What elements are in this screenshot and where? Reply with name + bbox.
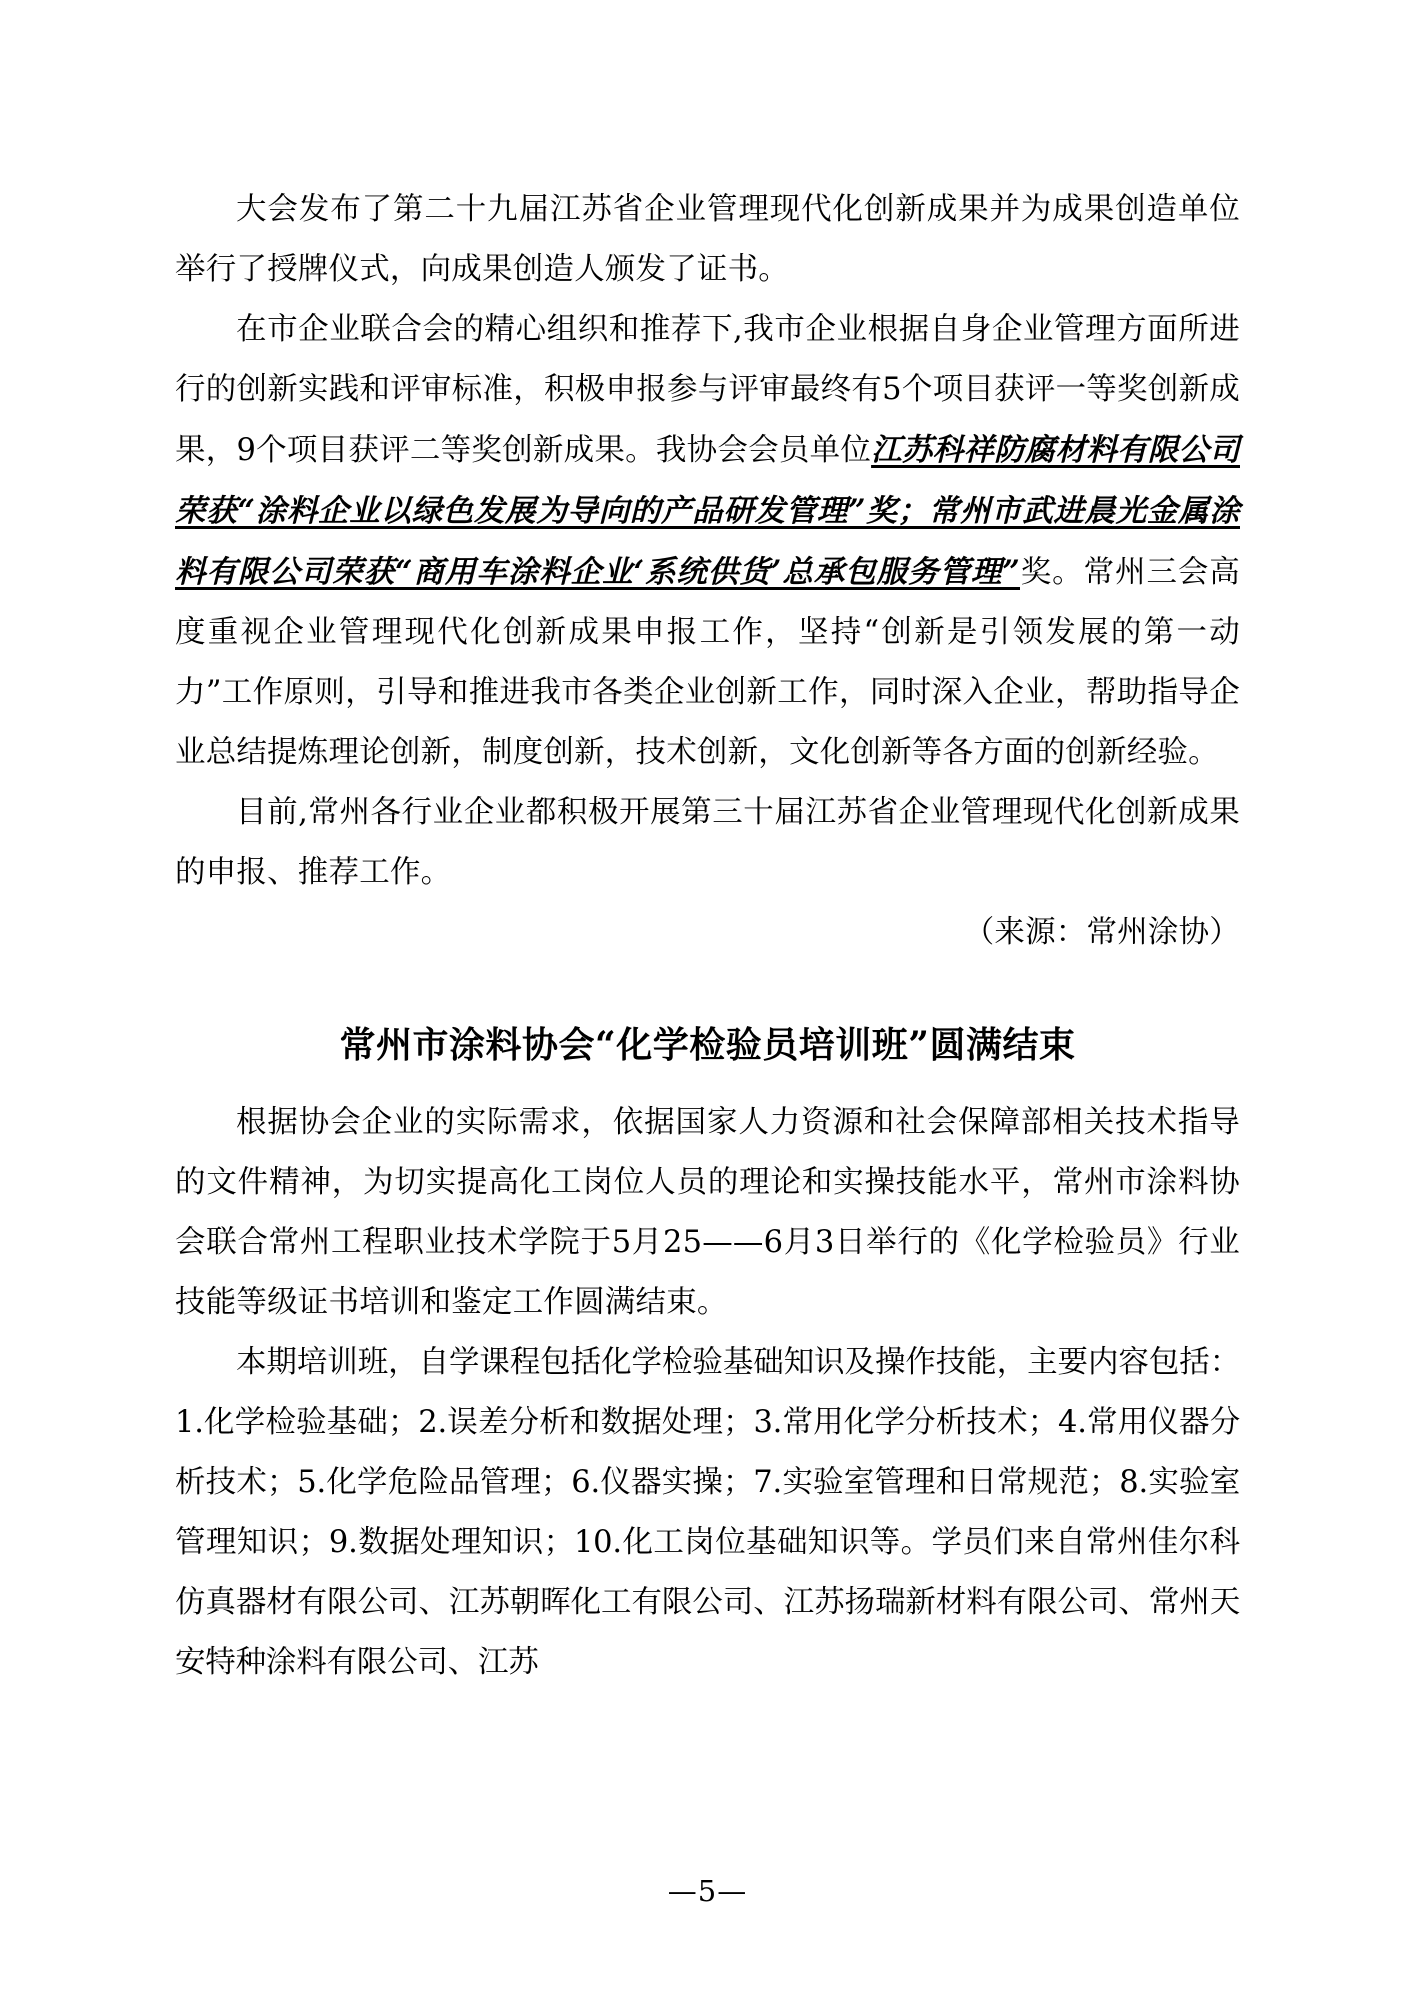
emphasized-award-text: 江苏科祥防腐材料有限公司荣获“涂料企业以绿色发展为导向的产品研发管理”奖；常州市武进晨光金属涂料有限公司荣获“商用车涂料企业‘系统供货’总承包服务管理” bbox=[175, 432, 1240, 590]
paragraph-3: 目前,常州各行业企业都积极开展第三十届江苏省企业管理现代化创新成果的申报、推荐工作。 bbox=[175, 795, 1240, 890]
source-attribution: （来源：常州涂协） bbox=[963, 915, 1240, 950]
paragraph-2-continuation: 奖。常州三会高度重视企业管理现代化创新成果申报工作，坚持“创新是引领发展的第一动力”工作原则，引导和推进我市各类企业创新工作，同时深入企业，帮助指导企业总结提炼理论创新，制度创新，技术创新，文化创新等各方面的创新经验。 bbox=[175, 555, 1240, 770]
page-number: —5— bbox=[667, 1874, 748, 1908]
paragraph-2-text: 在市企业联合会的精心组织和推荐下,我市企业根据自身企业管理方面所进行的创新实践和评审标准，积极申报参与评审最终有5个项目获评一等奖创新成果，9个项目获评二等奖创新成果。我协会会员单位 bbox=[175, 312, 1240, 468]
section-paragraph-1: 根据协会企业的实际需求，依据国家人力资源和社会保障部相关技术指导的文件精神，为切实提高化工岗位人员的理论和实操技能水平，常州市涂料协会联合常州工程职业技术学院于5月25——6月3日举行的《化学检验员》行业技能等级证书培训和鉴定工作圆满结束。 bbox=[175, 1105, 1240, 1320]
section-heading: 常州市涂料协会“化学检验员培训班”圆满结束 bbox=[339, 1024, 1076, 1066]
section-paragraph-2: 本期培训班，自学课程包括化学检验基础知识及操作技能，主要内容包括：1.化学检验基础；2.误差分析和数据处理；3.常用化学分析技术；4.常用仪器分析技术；5.化学危险品管理；6.仪器实操；7.实验室管理和日常规范；8.实验室管理知识；9.数据处理知识；10.化工岗位基础知识等。学员们来自常州佳尔科仿真器材有限公司、江苏朝晖化工有限公司、江苏扬瑞新材料有限公司、常州天安特种涂料有限公司、江苏 bbox=[175, 1345, 1240, 1680]
paragraph-2 bbox=[175, 300, 1240, 783]
paragraph-1: 大会发布了第二十九届江苏省企业管理现代化创新成果并为成果创造单位举行了授牌仪式，向成果创造人颁发了证书。 bbox=[175, 192, 1240, 287]
article-body bbox=[175, 180, 1240, 1693]
